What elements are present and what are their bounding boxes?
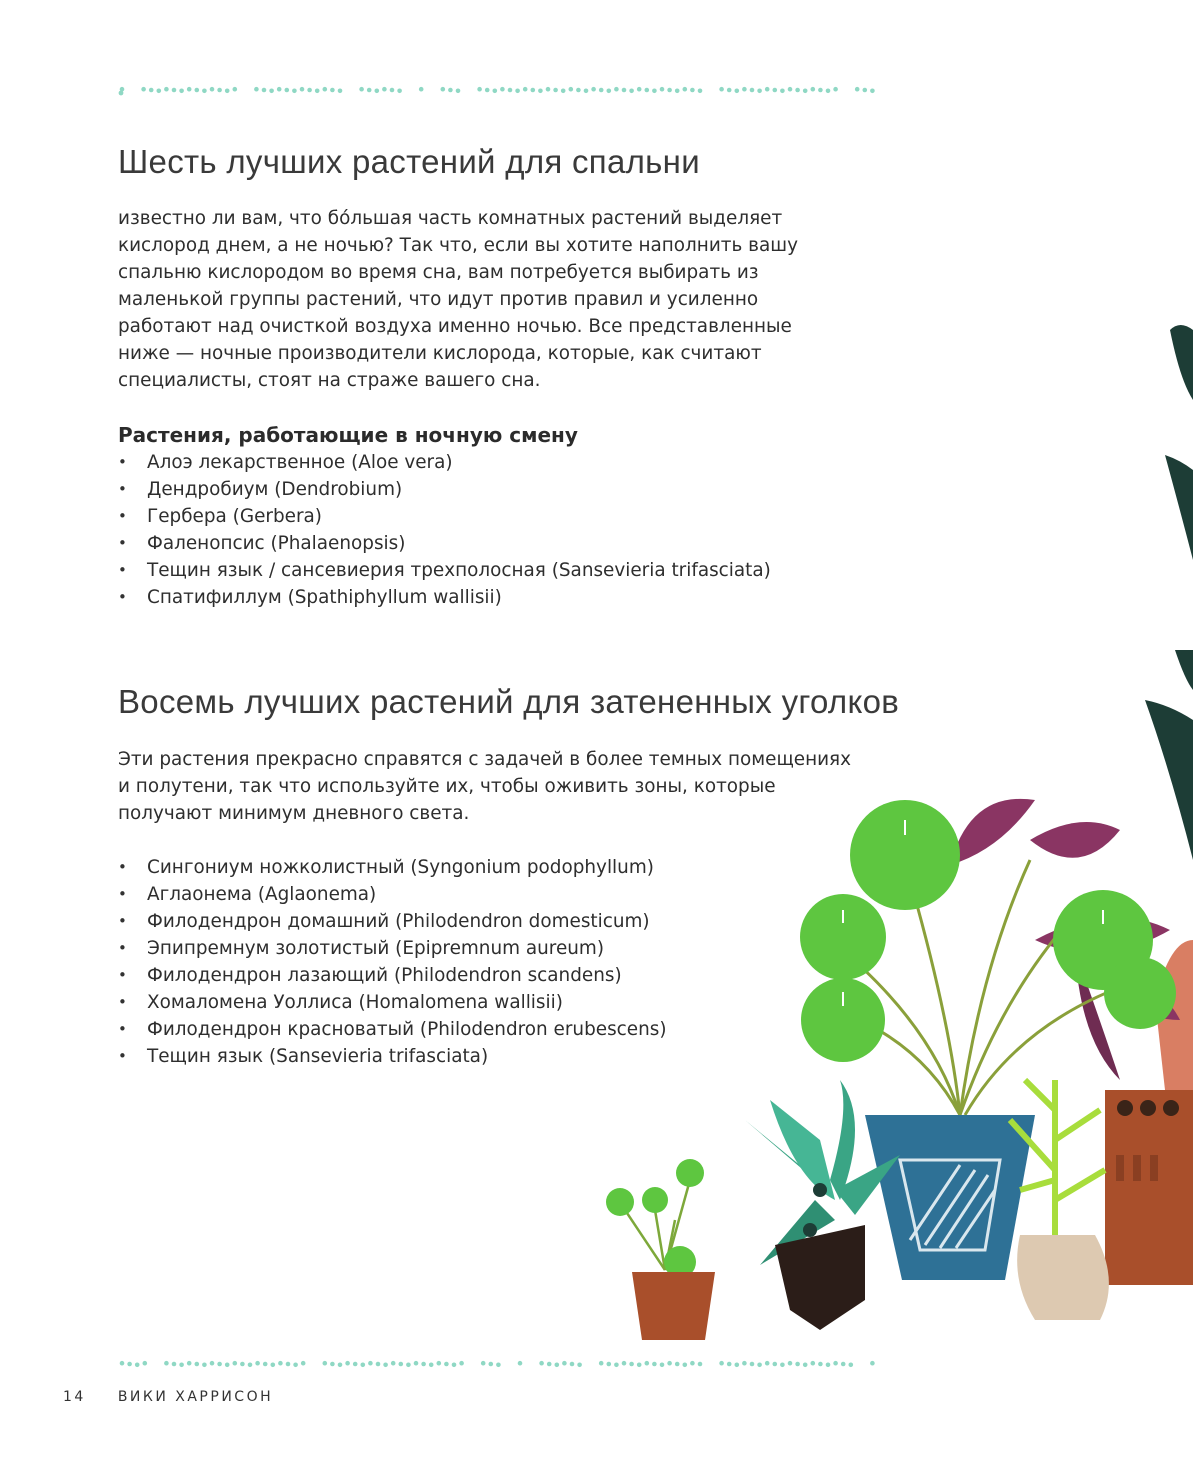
list-item: • Сингониум ножколистный (Syngonium podophyllum) bbox=[118, 854, 667, 881]
section-intro-bedroom: известно ли вам, что бо́льшая часть комнатных растений выделяет кислород днем, а не ночью? Так что, если вы хотите наполнить вашу спальню кислородом во время сна, вам потребуется выбирать из маленькой группы растений, что идут против правил и усиленно работают над очисткой воздуха именно ночью. Все представленные ниже — ночные производители кислорода, которые, как считают специалисты, стоят на страже вашего сна. bbox=[118, 208, 799, 391]
list-item: • Фаленопсис (Phalaenopsis) bbox=[118, 530, 771, 557]
list-item: • Алоэ лекарственное (Aloe vera) bbox=[118, 449, 771, 476]
list-item: • Филодендрон домашний (Philodendron domesticum) bbox=[118, 908, 667, 935]
list-item: • Тещин язык / сансевиерия трехполосная (Sansevieria trifasciata) bbox=[118, 557, 771, 584]
bottom-dotted-divider bbox=[118, 1358, 1108, 1370]
list-item: • Эпипремнум золотистый (Epipremnum aureum) bbox=[118, 935, 667, 962]
snake-plant-leaves bbox=[1145, 325, 1193, 860]
list-item: • Филодендрон красноватый (Philodendron erubescens) bbox=[118, 1016, 667, 1043]
blue-pot bbox=[865, 1115, 1035, 1280]
list-item: • Аглаонема (Aglaonema) bbox=[118, 881, 667, 908]
list-item: • Гербера (Gerbera) bbox=[118, 503, 771, 530]
night-shift-subheading: Растения, работающие в ночную смену bbox=[118, 423, 578, 447]
top-dotted-divider bbox=[118, 84, 1108, 96]
page-footer bbox=[63, 1389, 273, 1405]
author-name: ВИКИ ХАРРИСОН bbox=[117, 1389, 274, 1405]
houseplants-illustration bbox=[580, 320, 1193, 1340]
section-intro-shade: Эти растения прекрасно справятся с задачей в более темных помещениях и полутени, так что используйте их, чтобы оживить зоны, которые получают минимум дневного света. bbox=[118, 749, 852, 824]
list-item: • Спатифиллум (Spathiphyllum wallisii) bbox=[118, 584, 771, 611]
page-number: 14 bbox=[63, 1389, 86, 1405]
list-item: • Хомаломена Уоллиса (Homalomena wallisii) bbox=[118, 989, 667, 1016]
section-title-shade: Восемь лучших растений для затененных уголков bbox=[118, 683, 900, 720]
small-pilea bbox=[606, 1159, 715, 1340]
list-item: • Тещин язык (Sansevieria trifasciata) bbox=[118, 1043, 667, 1070]
section-title-bedroom: Шесть лучших растений для спальни bbox=[118, 143, 700, 180]
list-item: • Филодендрон лазающий (Philodendron scandens) bbox=[118, 962, 667, 989]
list-item: • Дендробиум (Dendrobium) bbox=[118, 476, 771, 503]
